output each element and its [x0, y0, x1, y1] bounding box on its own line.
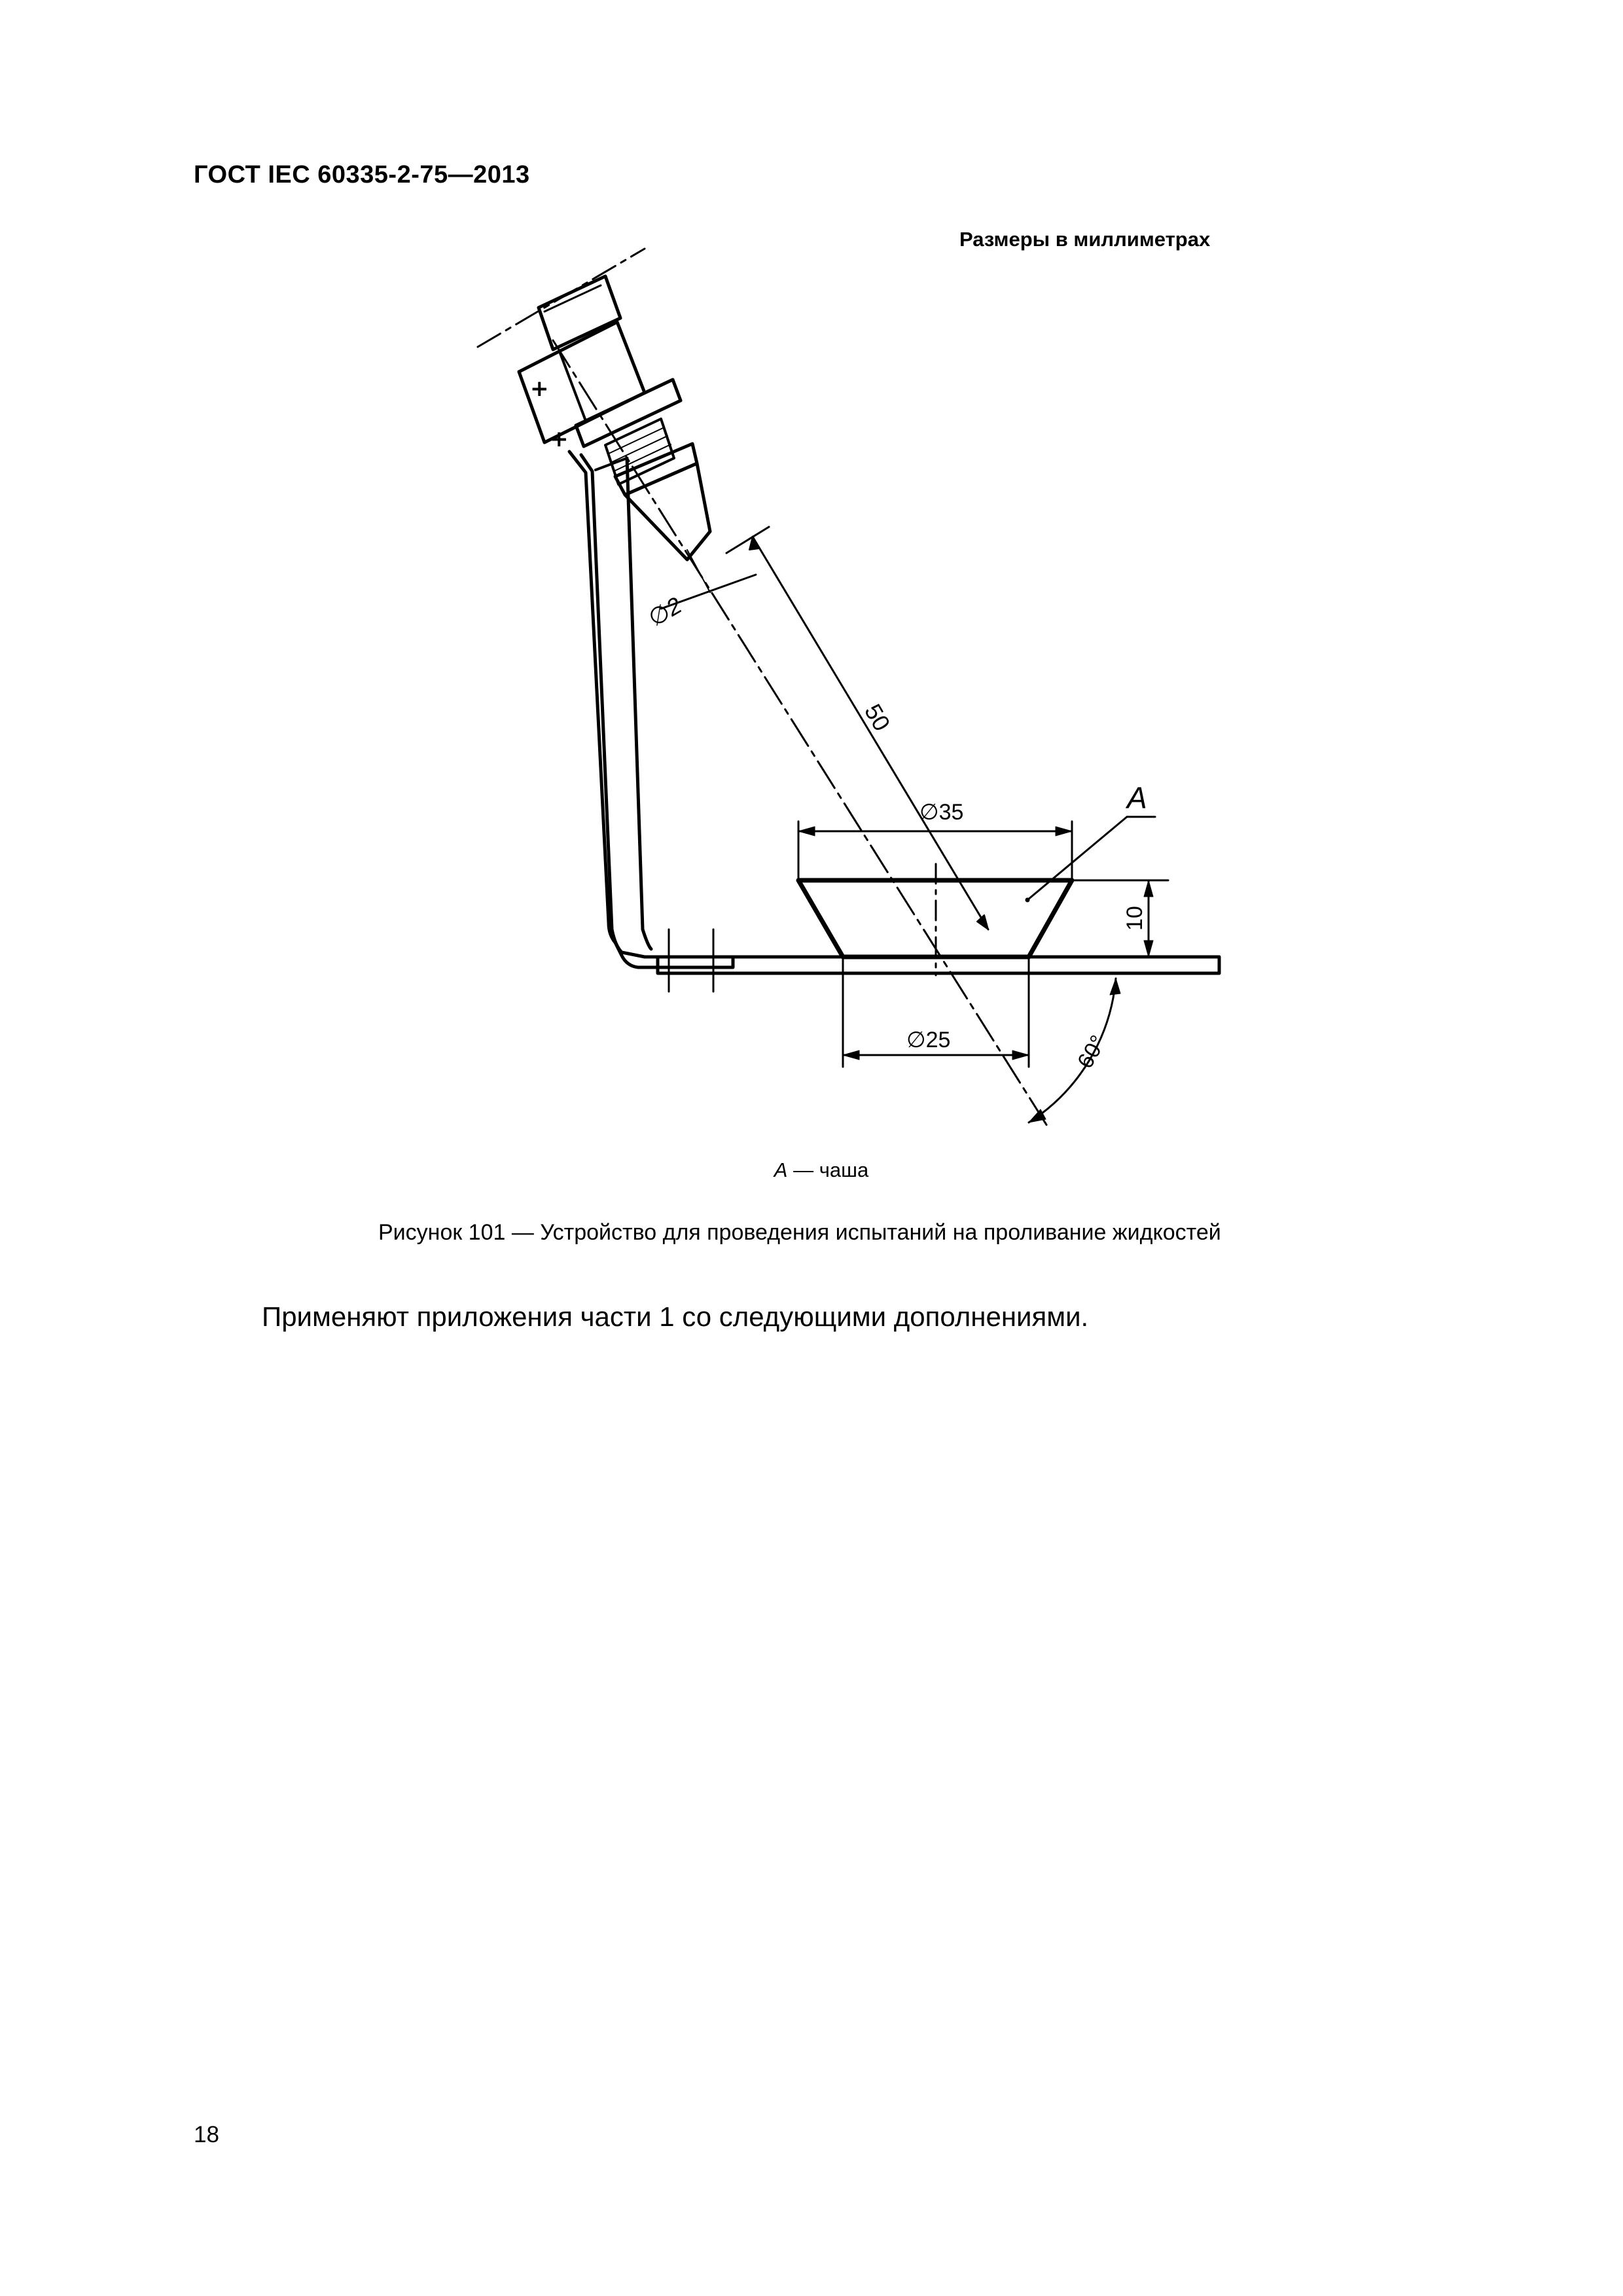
legend-text: — чаша — [793, 1158, 869, 1181]
holder-rod — [539, 276, 620, 350]
dim-distance: 50 — [859, 699, 896, 736]
dim-bowl-bottom-diameter: ∅25 — [906, 1028, 951, 1052]
body-paragraph: Применяют приложения части 1 со следующими дополнениями. — [262, 1301, 1089, 1332]
dim-bowl-top-diameter: ∅35 — [919, 800, 964, 825]
legend-key: A — [774, 1158, 788, 1181]
svg-text:+: + — [531, 373, 548, 404]
clamp-nut — [576, 380, 681, 446]
document-header: ГОСТ IEC 60335-2-75—2013 — [194, 161, 530, 188]
figure-caption: Рисунок 101 — Устройство для проведения испытаний на проливание жидкостей — [378, 1220, 1221, 1245]
page-number: 18 — [194, 2122, 219, 2147]
dim-angle: 60° — [1073, 1031, 1111, 1073]
dim-bowl-height: 10 — [1122, 906, 1147, 931]
figure-legend — [0, 1158, 1623, 1182]
dim-nozzle-diameter: ∅2 — [643, 591, 687, 632]
svg-text:+: + — [551, 423, 567, 454]
callout-label: A — [1127, 781, 1147, 815]
base-plate — [658, 957, 1219, 973]
units-note: Размеры в миллиметрах — [959, 228, 1211, 251]
